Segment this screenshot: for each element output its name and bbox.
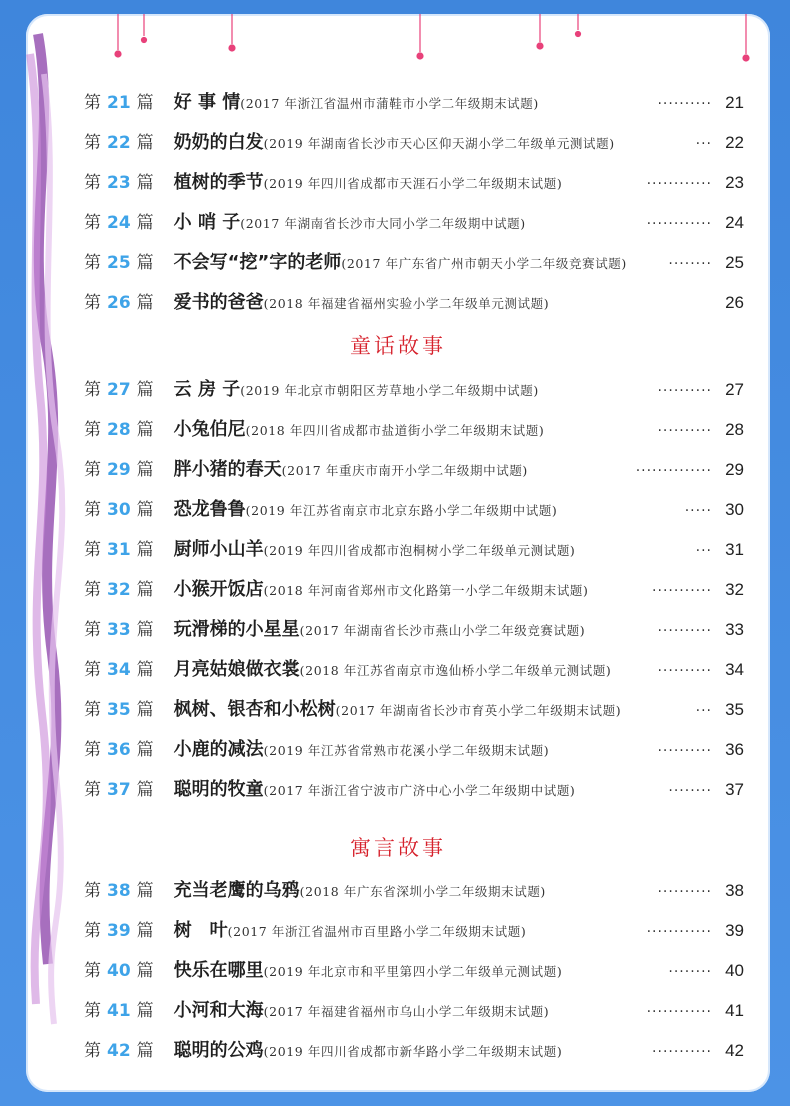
toc-entry-42[interactable]	[84, 1036, 744, 1062]
entry-source: (2019 年北京市和平里第四小学二年级单元测试题)	[263, 964, 563, 979]
toc-entry-25[interactable]	[84, 248, 744, 274]
toc-entry-36[interactable]	[84, 735, 744, 761]
label-di: 第	[84, 1041, 101, 1061]
label-pian: 篇	[136, 620, 154, 640]
label-di: 第	[84, 253, 101, 273]
label-di: 第	[84, 961, 101, 981]
entry-number: 37	[107, 780, 131, 800]
label-pian: 篇	[136, 961, 154, 981]
entry-title: 树 叶	[173, 920, 228, 941]
dot-leader: ········	[668, 783, 712, 799]
section-heading-fables: 寓言故事	[350, 836, 446, 860]
dot-leader: ··········	[657, 884, 712, 900]
entry-source: (2019 年四川省成都市新华路小学二年级期末试题)	[263, 1044, 563, 1059]
entry-number: 31	[107, 540, 131, 560]
toc-entry-26[interactable]	[84, 288, 744, 314]
entry-title: 小鹿的减法	[173, 739, 264, 760]
entry-number: 26	[107, 293, 131, 313]
entry-title: 恐龙鲁鲁	[173, 499, 246, 520]
entry-title: 聪明的牧童	[173, 779, 264, 800]
toc-entry-28[interactable]	[84, 415, 744, 441]
entry-page-number: 41	[725, 1001, 744, 1020]
toc-entry-34[interactable]	[84, 655, 744, 681]
entry-number: 42	[107, 1041, 131, 1061]
label-pian: 篇	[136, 500, 154, 520]
entry-title: 玩滑梯的小星星	[173, 619, 300, 640]
label-di: 第	[84, 540, 101, 560]
label-di: 第	[84, 93, 101, 113]
entry-title: 植树的季节	[173, 172, 264, 193]
entry-page-number: 37	[725, 780, 744, 799]
label-pian: 篇	[136, 881, 154, 901]
label-di: 第	[84, 173, 101, 193]
toc-entry-29[interactable]	[84, 455, 744, 481]
label-pian: 篇	[136, 660, 154, 680]
entry-title: 厨师小山羊	[173, 539, 264, 560]
entry-number: 25	[107, 253, 131, 273]
entry-number: 38	[107, 881, 131, 901]
dot-leader: ··········	[657, 743, 712, 759]
toc-entry-37[interactable]	[84, 775, 744, 801]
toc-entry-35[interactable]	[84, 695, 744, 721]
toc-entry-33[interactable]	[84, 615, 744, 641]
dot-leader: ········	[668, 256, 712, 272]
label-di: 第	[84, 660, 101, 680]
entry-page-number: 21	[725, 93, 744, 112]
entry-page-number: 25	[725, 253, 744, 272]
dot-leader: ··········	[657, 96, 712, 112]
label-pian: 篇	[136, 1041, 154, 1061]
entry-source: (2017 年湖南省长沙市燕山小学二年级竞赛试题)	[299, 623, 586, 638]
label-di: 第	[84, 881, 101, 901]
entry-title: 充当老鹰的乌鸦	[173, 880, 300, 901]
label-di: 第	[84, 700, 101, 720]
toc-entry-30[interactable]	[84, 495, 744, 521]
entry-number: 39	[107, 921, 131, 941]
entry-source: (2017 年重庆市南开小学二年级期中试题)	[281, 463, 528, 478]
entry-page-number: 26	[725, 293, 744, 312]
toc-entry-39[interactable]	[84, 916, 744, 942]
toc-entry-40[interactable]	[84, 956, 744, 982]
entry-source: (2017 年浙江省温州市蒲鞋市小学二年级期末试题)	[240, 96, 539, 111]
toc-entry-31[interactable]	[84, 535, 744, 561]
entry-title: 小 哨 子	[173, 212, 241, 233]
label-di: 第	[84, 500, 101, 520]
entry-number: 33	[107, 620, 131, 640]
entry-number: 34	[107, 660, 131, 680]
entry-number: 28	[107, 420, 131, 440]
entry-source: (2018 年福建省福州实验小学二年级单元测试题)	[263, 296, 550, 311]
dot-leader: ············	[646, 1004, 712, 1020]
toc-entry-23[interactable]	[84, 168, 744, 194]
label-pian: 篇	[136, 253, 154, 273]
label-di: 第	[84, 921, 101, 941]
dot-leader: ············	[646, 176, 712, 192]
toc-page	[26, 14, 770, 1092]
entry-title: 小兔伯尼	[173, 419, 246, 440]
dot-leader: ···········	[652, 583, 712, 599]
entry-source: (2019 年湖南省长沙市天心区仰天湖小学二年级单元测试题)	[263, 136, 615, 151]
entry-number: 41	[107, 1001, 131, 1021]
dot-leader: ··········	[657, 623, 712, 639]
dot-leader: ··········	[657, 663, 712, 679]
entry-number: 35	[107, 700, 131, 720]
entry-title: 爱书的爸爸	[173, 292, 264, 313]
toc-entry-24[interactable]	[84, 208, 744, 234]
entry-number: 36	[107, 740, 131, 760]
entry-page-number: 23	[725, 173, 744, 192]
entry-title: 快乐在哪里	[173, 960, 264, 981]
entry-source: (2017 年广东省广州市朝天小学二年级竞赛试题)	[341, 256, 627, 271]
toc-entry-32[interactable]	[84, 575, 744, 601]
label-di: 第	[84, 580, 101, 600]
entry-title: 小猴开饭店	[173, 579, 264, 600]
label-pian: 篇	[136, 1001, 154, 1021]
label-di: 第	[84, 293, 101, 313]
dot-leader: ···	[695, 543, 712, 559]
entry-number: 27	[107, 380, 131, 400]
entry-source: (2019 年北京市朝阳区芳草地小学二年级期中试题)	[240, 383, 539, 398]
entry-page-number: 40	[725, 961, 744, 980]
label-pian: 篇	[136, 93, 154, 113]
entry-source: (2019 年江苏省南京市北京东路小学二年级期中试题)	[245, 503, 558, 518]
entry-page-number: 32	[725, 580, 744, 599]
entry-source: (2017 年湖南省长沙市大同小学二年级期中试题)	[240, 216, 526, 231]
label-pian: 篇	[136, 133, 154, 153]
dot-leader: ········	[668, 964, 712, 980]
label-pian: 篇	[136, 380, 154, 400]
entry-page-number: 24	[725, 213, 744, 232]
dot-leader: ··············	[635, 463, 712, 479]
label-pian: 篇	[136, 921, 154, 941]
entry-title: 聪明的公鸡	[173, 1040, 264, 1061]
entry-number: 21	[107, 93, 131, 113]
entry-source: (2017 年湖南省长沙市育英小学二年级期末试题)	[335, 703, 622, 718]
dot-leader: ············	[646, 216, 712, 232]
entry-page-number: 42	[725, 1041, 744, 1060]
entry-page-number: 36	[725, 740, 744, 759]
dot-leader: ···	[695, 703, 712, 719]
entry-page-number: 22	[725, 133, 744, 152]
label-di: 第	[84, 380, 101, 400]
label-di: 第	[84, 780, 101, 800]
entry-number: 32	[107, 580, 131, 600]
entry-page-number: 29	[725, 460, 744, 479]
label-pian: 篇	[136, 420, 154, 440]
entry-source: (2017 年浙江省宁波市广济中心小学二年级期中试题)	[263, 783, 576, 798]
label-pian: 篇	[136, 173, 154, 193]
table-of-contents	[26, 14, 770, 1092]
entry-source: (2019 年四川省成都市泡桐树小学二年级单元测试题)	[263, 543, 576, 558]
toc-entry-41[interactable]	[84, 996, 744, 1022]
label-di: 第	[84, 133, 101, 153]
entry-page-number: 33	[725, 620, 744, 639]
entry-page-number: 30	[725, 500, 744, 519]
entry-number: 40	[107, 961, 131, 981]
label-di: 第	[84, 213, 101, 233]
entry-page-number: 38	[725, 881, 744, 900]
entry-page-number: 31	[725, 540, 744, 559]
entry-number: 24	[107, 213, 131, 233]
entry-source: (2019 年江苏省常熟市花溪小学二年级期末试题)	[263, 743, 550, 758]
label-pian: 篇	[136, 540, 154, 560]
label-di: 第	[84, 420, 101, 440]
label-di: 第	[84, 740, 101, 760]
entry-source: (2018 年四川省成都市盐道街小学二年级期末试题)	[245, 423, 545, 438]
entry-source: (2018 年广东省深圳小学二年级期末试题)	[299, 884, 546, 899]
entry-page-number: 39	[725, 921, 744, 940]
label-pian: 篇	[136, 460, 154, 480]
entry-number: 23	[107, 173, 131, 193]
entry-page-number: 27	[725, 380, 744, 399]
dot-leader: ···	[695, 136, 712, 152]
entry-title: 枫树、银杏和小松树	[173, 699, 336, 720]
dot-leader: ··········	[657, 383, 712, 399]
label-di: 第	[84, 620, 101, 640]
entry-page-number: 28	[725, 420, 744, 439]
entry-title: 奶奶的白发	[173, 132, 264, 153]
entry-number: 30	[107, 500, 131, 520]
label-di: 第	[84, 1001, 101, 1021]
label-pian: 篇	[136, 293, 154, 313]
toc-entry-27[interactable]	[84, 375, 744, 401]
dot-leader: ··········	[657, 423, 712, 439]
label-pian: 篇	[136, 780, 154, 800]
entry-source: (2019 年四川省成都市天涯石小学二年级期末试题)	[263, 176, 563, 191]
entry-title: 好 事 情	[173, 92, 241, 113]
entry-source: (2017 年浙江省温州市百里路小学二年级期末试题)	[227, 924, 527, 939]
label-pian: 篇	[136, 700, 154, 720]
entry-title: 云 房 子	[173, 379, 241, 400]
dot-leader: ···········	[652, 1044, 712, 1060]
toc-entry-22[interactable]	[84, 128, 744, 154]
entry-title: 胖小猪的春天	[173, 459, 282, 480]
entry-number: 29	[107, 460, 131, 480]
section-heading-fairy-tales: 童话故事	[350, 334, 446, 358]
dot-leader: ·····	[684, 503, 712, 519]
toc-entry-21[interactable]	[84, 88, 744, 114]
entry-number: 22	[107, 133, 131, 153]
entry-page-number: 35	[725, 700, 744, 719]
entry-title: 月亮姑娘做衣裳	[173, 659, 300, 680]
label-pian: 篇	[136, 580, 154, 600]
entry-source: (2018 年河南省郑州市文化路第一小学二年级期末试题)	[263, 583, 589, 598]
toc-entry-38[interactable]	[84, 876, 744, 902]
entry-title: 不会写“挖”字的老师	[173, 252, 342, 273]
entry-source: (2018 年江苏省南京市逸仙桥小学二年级单元测试题)	[299, 663, 612, 678]
dot-leader: ············	[646, 924, 712, 940]
entry-page-number: 34	[725, 660, 744, 679]
label-pian: 篇	[136, 740, 154, 760]
label-pian: 篇	[136, 213, 154, 233]
entry-title: 小河和大海	[173, 1000, 264, 1021]
label-di: 第	[84, 460, 101, 480]
entry-source: (2017 年福建省福州市乌山小学二年级期末试题)	[263, 1004, 550, 1019]
